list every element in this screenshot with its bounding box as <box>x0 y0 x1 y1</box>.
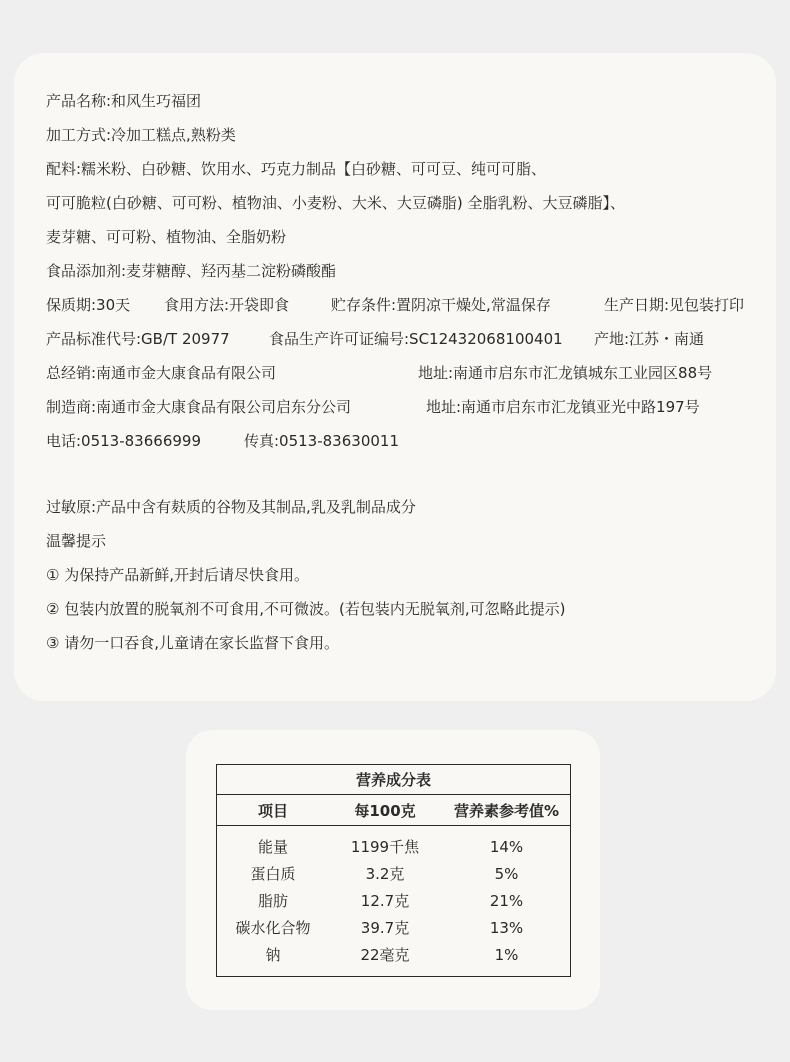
ingredients-line-2: 可可脆粒(白砂糖、可可粉、植物油、小麦粉、大米、大豆磷脂) 全脂乳粉、大豆磷脂】、 <box>46 194 625 212</box>
nutrient-amount: 39.7克 <box>360 919 410 937</box>
usage-method: 食用方法:开袋即食 <box>164 296 290 314</box>
storage-condition: 贮存条件:置阴凉干燥处,常温保存 <box>331 296 551 314</box>
fax-number: 传真:0513-83630011 <box>244 432 399 450</box>
nutrient-amount: 3.2克 <box>365 865 405 883</box>
tip-1: ① 为保持产品新鲜,开封后请尽快食用。 <box>46 566 309 584</box>
nutrient-amount: 22毫克 <box>360 946 410 964</box>
product-name: 产品名称:和风生巧福团 <box>46 92 202 110</box>
nutrient-name: 能量 <box>257 838 288 856</box>
nutrition-table-title: 营养成分表 <box>217 765 570 795</box>
nutrient-name: 碳水化合物 <box>235 919 311 937</box>
production-date: 生产日期:见包装打印 <box>604 296 745 314</box>
nutrient-amount: 1199千焦 <box>350 838 420 856</box>
food-additives: 食品添加剂:麦芽糖醇、羟丙基二淀粉磷酸酯 <box>46 262 337 280</box>
manufacturer-row <box>46 397 766 417</box>
place-of-origin: 产地:江苏・南通 <box>594 330 705 348</box>
contact-row <box>46 431 766 451</box>
table-row <box>217 887 570 914</box>
table-row <box>217 941 570 968</box>
nutrient-nrv: 14% <box>489 837 524 856</box>
storage-info-row <box>46 295 766 315</box>
production-license: 食品生产许可证编号:SC12432068100401 <box>269 330 563 348</box>
table-row <box>217 914 570 941</box>
nutrient-nrv: 21% <box>489 891 524 910</box>
manufacturer-address: 地址:南通市启东市汇龙镇亚光中路197号 <box>426 398 700 416</box>
manufacturer: 制造商:南通市金大康食品有限公司启东分公司 <box>46 398 352 416</box>
processing-method: 加工方式:冷加工糕点,熟粉类 <box>46 126 236 144</box>
distributor: 总经销:南通市金大康食品有限公司 <box>46 364 277 382</box>
product-info-card <box>14 53 776 701</box>
tip-3: ③ 请勿一口吞食,儿童请在家长监督下食用。 <box>46 634 339 652</box>
standard-info-row <box>46 329 766 349</box>
nutrient-nrv: 1% <box>494 945 519 964</box>
allergen-info: 过敏原:产品中含有麸质的谷物及其制品,乳及乳制品成分 <box>46 498 416 516</box>
header-nrv-percent: 营养素参考值% <box>453 801 560 820</box>
tips-title: 温馨提示 <box>46 532 107 550</box>
nutrient-name: 脂肪 <box>257 892 288 910</box>
nutrient-nrv: 13% <box>489 918 524 937</box>
nutrient-amount: 12.7克 <box>360 892 410 910</box>
nutrient-name: 钠 <box>265 946 281 964</box>
table-row <box>217 833 570 860</box>
nutrition-table <box>216 764 571 977</box>
phone-number: 电话:0513-83666999 <box>46 432 201 450</box>
tip-2: ② 包装内放置的脱氧剂不可食用,不可微波。(若包装内无脱氧剂,可忽略此提示) <box>46 600 566 618</box>
nutrition-table-header <box>217 795 570 826</box>
nutrient-name: 蛋白质 <box>250 865 296 883</box>
header-per-100g: 每100克 <box>354 801 416 820</box>
ingredients-line-3: 麦芽糖、可可粉、植物油、全脂奶粉 <box>46 228 287 246</box>
nutrient-nrv: 5% <box>494 864 519 883</box>
table-row <box>217 860 570 887</box>
ingredients-line-1: 配料:糯米粉、白砂糖、饮用水、巧克力制品【白砂糖、可可豆、纯可可脂、 <box>46 160 547 178</box>
shelf-life: 保质期:30天 <box>46 296 131 314</box>
distributor-address: 地址:南通市启东市汇龙镇城东工业园区88号 <box>418 364 713 382</box>
distributor-row <box>46 363 766 383</box>
header-item: 项目 <box>257 801 288 820</box>
product-standard: 产品标准代号:GB/T 20977 <box>46 330 230 348</box>
nutrition-card <box>186 730 600 1010</box>
